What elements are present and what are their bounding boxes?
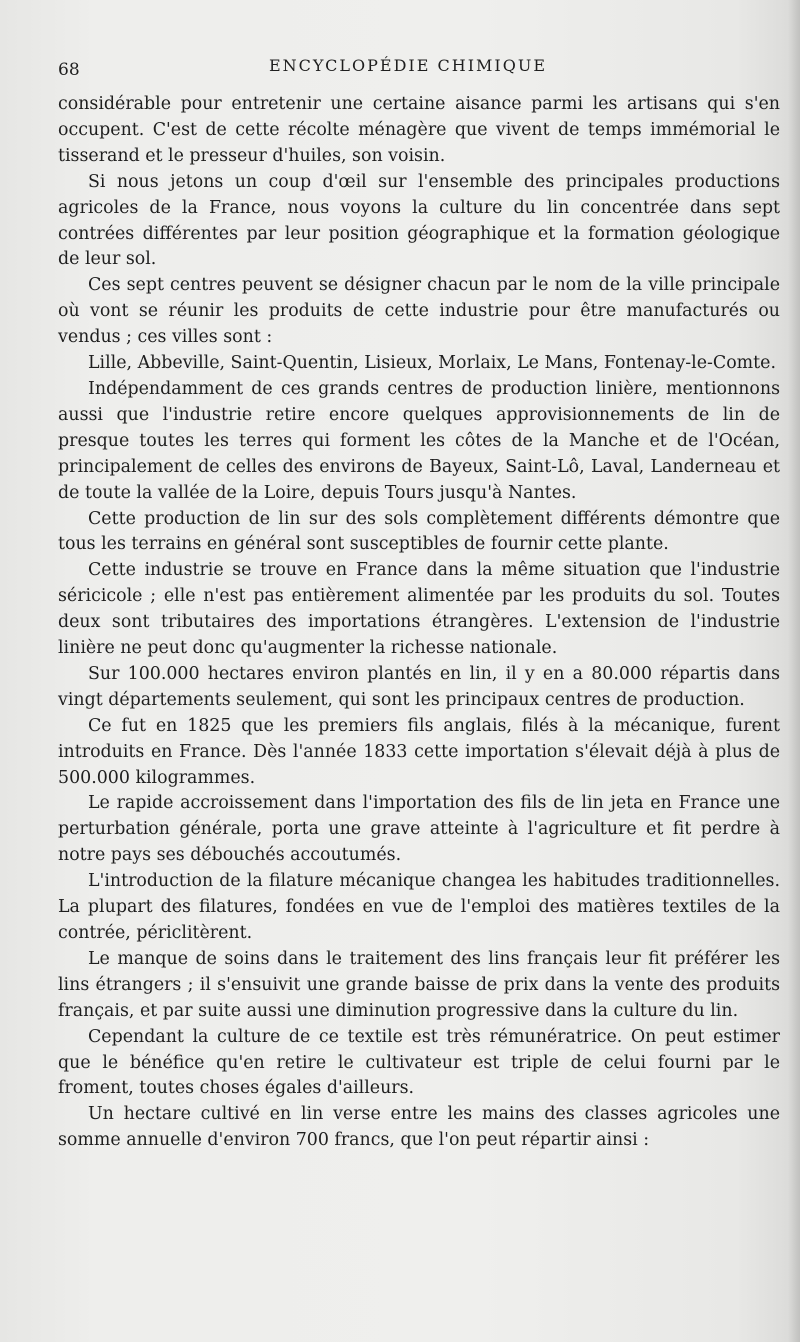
paragraph: Le manque de soins dans le traitement des lins français leur fit préférer les lins étrangers ; il s'ensuivit une grande baisse de prix dans la vente des produits français, et par suite aussi une diminution progressive dans la culture du lin. xyxy=(58,948,780,1021)
paragraph: considérable pour entretenir une certaine aisance parmi les artisans qui s'en occupent. C'est de cette récolte ménagère que vivent de temps immémorial le tisserand et le presseur d'huiles, son voisin. xyxy=(58,94,780,166)
paragraph: Cette production de lin sur des sols complètement différents démontre que tous les terrains en général sont susceptibles de fournir cette plante. xyxy=(58,508,780,555)
paragraph: Indépendamment de ces grands centres de production linière, mentionnons aussi que l'industrie retire encore quelques approvisionnements de lin de presque toutes les terres qui forment les côtes de la Manche et de l'Océan, principalement de celles des environs de Bayeux, Saint-Lô, Laval, Landerneau et de toute la vallée de la Loire, depuis Tours jusqu'à Nantes. xyxy=(58,378,780,503)
paragraph: Ces sept centres peuvent se désigner chacun par le nom de la ville principale où vont se réunir les produits de cette industrie pour être manufacturés ou vendus ; ces villes sont : xyxy=(58,275,780,348)
paragraph: Le rapide accroissement dans l'importation des fils de lin jeta en France une perturbation générale, porta une grave atteinte à l'agriculture et fit perdre à notre pays ses débouchés accoutumés. xyxy=(58,793,780,866)
paragraph: L'introduction de la filature mécanique changea les habitudes traditionnelles. La plupart des filatures, fondées en vue de l'emploi des matières textiles de la contrée, périclitèrent. xyxy=(58,871,780,943)
paragraph: Lille, Abbeville, Saint-Quentin, Lisieux, Morlaix, Le Mans, Fontenay-le-Comte. xyxy=(88,353,776,374)
paragraph: Ce fut en 1825 que les premiers fils anglais, filés à la mécanique, furent introduits en France. Dès l'année 1833 cette importation s'élevait déjà à plus de 500.000 kilogrammes. xyxy=(58,715,780,788)
paragraph: Sur 100.000 hectares environ plantés en lin, il y en a 80.000 répartis dans vingt départements seulement, qui sont les principaux centres de production. xyxy=(58,663,780,710)
body-text xyxy=(58,92,780,1154)
paragraph: Un hectare cultivé en lin verse entre les mains des classes agricoles une somme annuelle d'environ 700 francs, que l'on peut répartir ainsi : xyxy=(58,1104,780,1151)
page-edge-shadow xyxy=(788,0,800,1342)
running-title: ENCYCLOPÉDIE CHIMIQUE xyxy=(268,56,548,75)
paragraph: Cependant la culture de ce textile est très rémunératrice. On peut estimer que le bénéfice qu'en retire le cultivateur est triple de celui fourni par le froment, toutes choses égales d'ailleurs. xyxy=(58,1026,780,1099)
paragraph: Cette industrie se trouve en France dans la même situation que l'industrie séricicole ; elle n'est pas entièrement alimentée par les produits du sol. Toutes deux sont tributaires des importations étrangères. L'extension de l'industrie linière ne peut donc qu'augmenter la richesse nationale. xyxy=(58,560,780,659)
page-number: 68 xyxy=(58,60,80,80)
page-header xyxy=(58,56,758,86)
paragraph: Si nous jetons un coup d'œil sur l'ensemble des principales productions agricoles de la France, nous voyons la culture du lin concentrée dans sept contrées différentes par leur position géographique et la formation géologique de leur sol. xyxy=(58,171,780,270)
